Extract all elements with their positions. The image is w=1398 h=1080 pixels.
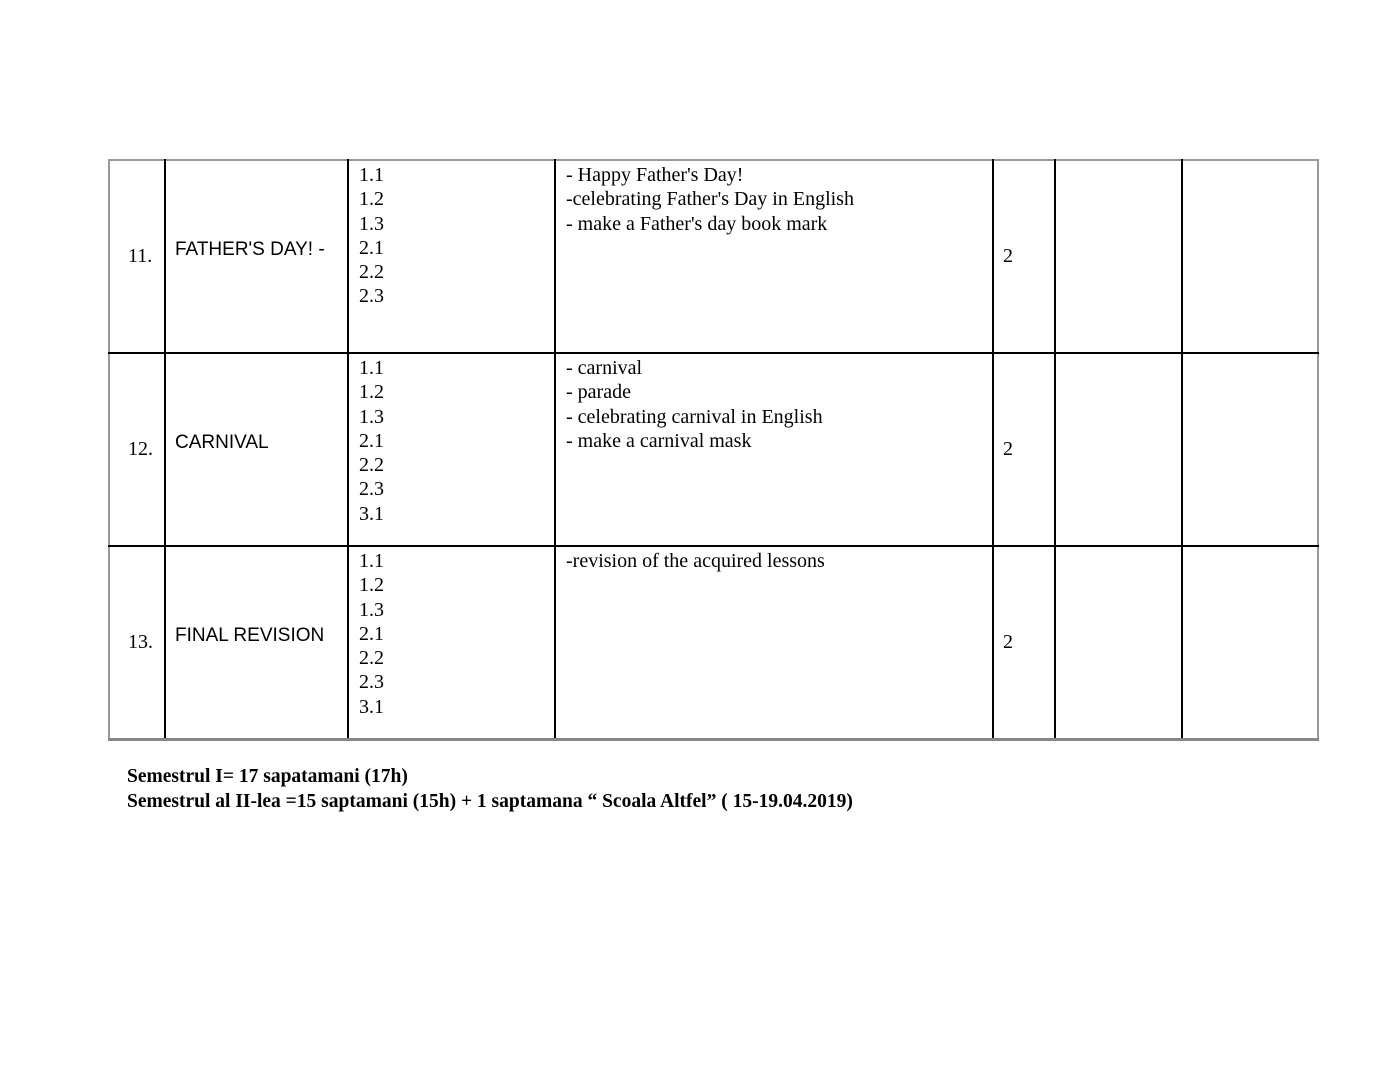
competence-item: 1.1 xyxy=(359,550,384,572)
content-cell xyxy=(555,353,993,546)
competence-item: 2.2 xyxy=(359,454,384,477)
content-item: - parade xyxy=(566,381,631,404)
lesson-plan-table xyxy=(108,159,1319,741)
content-item: - make a carnival mask xyxy=(566,429,752,452)
row-number-cell xyxy=(109,160,165,353)
hours-cell: 2 xyxy=(993,546,1055,739)
row-number: 13. xyxy=(128,631,153,654)
competence-item: 1.1 xyxy=(359,357,384,379)
competence-item: 2.1 xyxy=(359,236,384,259)
competence-item: 2.1 xyxy=(359,622,384,645)
row-number: 12. xyxy=(128,438,153,461)
week-cell xyxy=(1055,353,1182,546)
unit-title: FINAL REVISION xyxy=(175,625,325,647)
unit-title: FATHER'S DAY! - xyxy=(175,239,325,261)
table-row xyxy=(109,160,1318,353)
semester-summary xyxy=(127,764,853,814)
competence-item: 3.1 xyxy=(359,502,384,525)
content-cell xyxy=(555,160,993,353)
table-row xyxy=(109,546,1318,739)
content-item: - Happy Father's Day! xyxy=(566,164,744,186)
competence-item: 2.2 xyxy=(359,647,384,670)
table-body xyxy=(109,160,1318,739)
content-item: - carnival xyxy=(566,357,643,379)
row-number-cell xyxy=(109,546,165,739)
hours-cell: 2 xyxy=(993,160,1055,353)
competences-cell xyxy=(348,160,555,353)
notes-cell xyxy=(1182,353,1318,546)
competence-item: 1.3 xyxy=(359,405,384,428)
competence-item: 1.1 xyxy=(359,164,384,186)
row-number: 11. xyxy=(128,245,153,268)
unit-title: CARNIVAL xyxy=(175,432,269,454)
week-cell xyxy=(1055,160,1182,353)
competence-item: 1.2 xyxy=(359,188,384,211)
hours-cell: 2 xyxy=(993,353,1055,546)
week-cell xyxy=(1055,546,1182,739)
row-number-cell xyxy=(109,353,165,546)
competence-item: 2.2 xyxy=(359,261,384,284)
unit-title-cell xyxy=(165,546,348,739)
competences-cell xyxy=(348,546,555,739)
content-item: -celebrating Father's Day in English xyxy=(566,188,854,211)
competence-item: 1.3 xyxy=(359,212,384,235)
semester-2-summary: Semestrul al II-lea =15 saptamani (15h) + 1 saptamana “ Scoala Altfel” ( 15-19.04.2019) xyxy=(127,791,853,812)
competences-cell xyxy=(348,353,555,546)
notes-cell xyxy=(1182,160,1318,353)
unit-title-cell xyxy=(165,353,348,546)
unit-title-cell xyxy=(165,160,348,353)
notes-cell xyxy=(1182,546,1318,739)
semester-1-summary: Semestrul I= 17 sapatamani (17h) xyxy=(127,766,408,787)
competence-item: 3.1 xyxy=(359,695,384,718)
content-item: -revision of the acquired lessons xyxy=(566,550,825,572)
table-row xyxy=(109,353,1318,546)
competence-item: 2.1 xyxy=(359,429,384,452)
competence-item: 2.3 xyxy=(359,478,384,501)
competence-item: 2.3 xyxy=(359,285,384,308)
competence-item: 1.2 xyxy=(359,574,384,597)
content-cell xyxy=(555,546,993,739)
competence-item: 1.3 xyxy=(359,598,384,621)
competence-item: 1.2 xyxy=(359,381,384,404)
content-item: - celebrating carnival in English xyxy=(566,405,823,428)
competence-item: 2.3 xyxy=(359,671,384,694)
content-item: - make a Father's day book mark xyxy=(566,212,828,235)
